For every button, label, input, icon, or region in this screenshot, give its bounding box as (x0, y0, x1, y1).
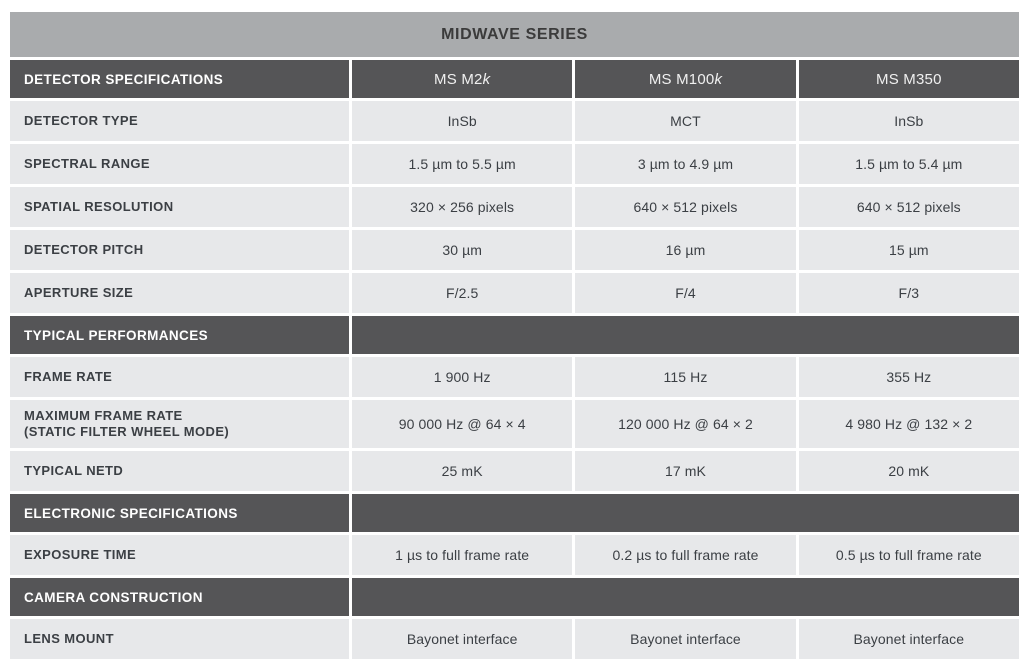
row-label-lines (24, 463, 123, 479)
row-label-lines (24, 242, 143, 258)
section-header-row-camera-construction (10, 578, 1019, 616)
row-label-line1: TYPICAL NETD (24, 462, 124, 478)
cell-value: MCT (575, 101, 795, 141)
row-label-line1: FRAME RATE (24, 368, 113, 384)
cell-value: 320 × 256 pixels (352, 187, 572, 227)
row-label-lines (24, 113, 138, 129)
cell-value: 15 µm (799, 230, 1019, 270)
cell-value: 0.2 µs to full frame rate (575, 535, 795, 575)
cell-value: F/4 (575, 273, 795, 313)
cell-value: 1.5 µm to 5.4 µm (799, 144, 1019, 184)
row-label-lines (24, 156, 150, 172)
section-header-fill (352, 494, 1019, 532)
row-label-lines (24, 285, 133, 301)
row-label-spectral-range (10, 144, 349, 184)
table-row (10, 187, 1019, 227)
row-label-line2: (STATIC FILTER WHEEL MODE) (24, 424, 230, 439)
section-header-fill (352, 316, 1019, 354)
table-row (10, 230, 1019, 270)
table-row (10, 619, 1019, 659)
section-header-row-typical-performances (10, 316, 1019, 354)
column-header-ms-m100k (575, 60, 795, 98)
table-title: MIDWAVE SERIES (441, 25, 588, 43)
section-header-label: CAMERA CONSTRUCTION (10, 578, 349, 616)
table-row (10, 357, 1019, 397)
cell-value: Bayonet interface (575, 619, 795, 659)
row-label-lines (24, 408, 229, 441)
row-label-lines (24, 369, 112, 385)
table-body (10, 60, 1019, 659)
cell-value: 3 µm to 4.9 µm (575, 144, 795, 184)
row-label-maximum-frame-rate (10, 400, 349, 448)
cell-value: 1 µs to full frame rate (352, 535, 572, 575)
column-header-text: MS M2 (434, 70, 483, 88)
cell-value: F/2.5 (352, 273, 572, 313)
section-header-label: TYPICAL PERFORMANCES (10, 316, 349, 354)
section-header-label: DETECTOR SPECIFICATIONS (10, 60, 349, 98)
column-header-suffix: k (714, 70, 723, 88)
row-label-spatial-resolution (10, 187, 349, 227)
table-row (10, 535, 1019, 575)
row-label-line1: SPECTRAL RANGE (24, 155, 150, 171)
cell-value: 30 µm (352, 230, 572, 270)
cell-value: 20 mK (799, 451, 1019, 491)
table-title-banner (10, 12, 1019, 57)
table-row (10, 273, 1019, 313)
cell-value: 355 Hz (799, 357, 1019, 397)
cell-value: 1 900 Hz (352, 357, 572, 397)
cell-value: 25 mK (352, 451, 572, 491)
row-label-frame-rate (10, 357, 349, 397)
section-header-row-electronic-specifications (10, 494, 1019, 532)
row-label-detector-pitch (10, 230, 349, 270)
row-label-lines (24, 547, 136, 563)
cell-value: 4 980 Hz @ 132 × 2 (799, 400, 1019, 448)
section-header-fill (352, 578, 1019, 616)
table-row (10, 451, 1019, 491)
cell-value: 16 µm (575, 230, 795, 270)
column-header-text: MS M350 (876, 70, 942, 88)
row-label-lines (24, 199, 173, 215)
row-label-typical-netd (10, 451, 349, 491)
row-label-exposure-time (10, 535, 349, 575)
row-label-lines (24, 631, 114, 647)
table-row (10, 144, 1019, 184)
cell-value: InSb (352, 101, 572, 141)
row-label-line1: LENS MOUNT (24, 630, 114, 646)
section-header-label: ELECTRONIC SPECIFICATIONS (10, 494, 349, 532)
cell-value: F/3 (799, 273, 1019, 313)
cell-value: 1.5 µm to 5.5 µm (352, 144, 572, 184)
cell-value: Bayonet interface (352, 619, 572, 659)
cell-value: 115 Hz (575, 357, 795, 397)
row-label-line1: DETECTOR TYPE (24, 112, 139, 128)
cell-value: 17 mK (575, 451, 795, 491)
row-label-line1: APERTURE SIZE (24, 284, 134, 300)
column-header-ms-m2k (352, 60, 572, 98)
row-label-lens-mount (10, 619, 349, 659)
row-label-detector-type (10, 101, 349, 141)
row-label-aperture-size (10, 273, 349, 313)
row-label-line1: SPATIAL RESOLUTION (24, 198, 174, 214)
cell-value: 640 × 512 pixels (575, 187, 795, 227)
cell-value: 0.5 µs to full frame rate (799, 535, 1019, 575)
cell-value: InSb (799, 101, 1019, 141)
column-header-suffix: k (482, 70, 491, 88)
cell-value: 120 000 Hz @ 64 × 2 (575, 400, 795, 448)
row-label-line1: DETECTOR PITCH (24, 241, 144, 257)
cell-value: 640 × 512 pixels (799, 187, 1019, 227)
cell-value: Bayonet interface (799, 619, 1019, 659)
cell-value: 90 000 Hz @ 64 × 4 (352, 400, 572, 448)
column-header-row (10, 60, 1019, 98)
table-row (10, 101, 1019, 141)
specification-table (10, 12, 1019, 659)
column-header-text: MS M100 (648, 70, 715, 88)
column-header-ms-m350 (799, 60, 1019, 98)
row-label-line1: MAXIMUM FRAME RATE (24, 407, 183, 423)
row-label-line1: EXPOSURE TIME (24, 546, 137, 562)
table-row (10, 400, 1019, 448)
